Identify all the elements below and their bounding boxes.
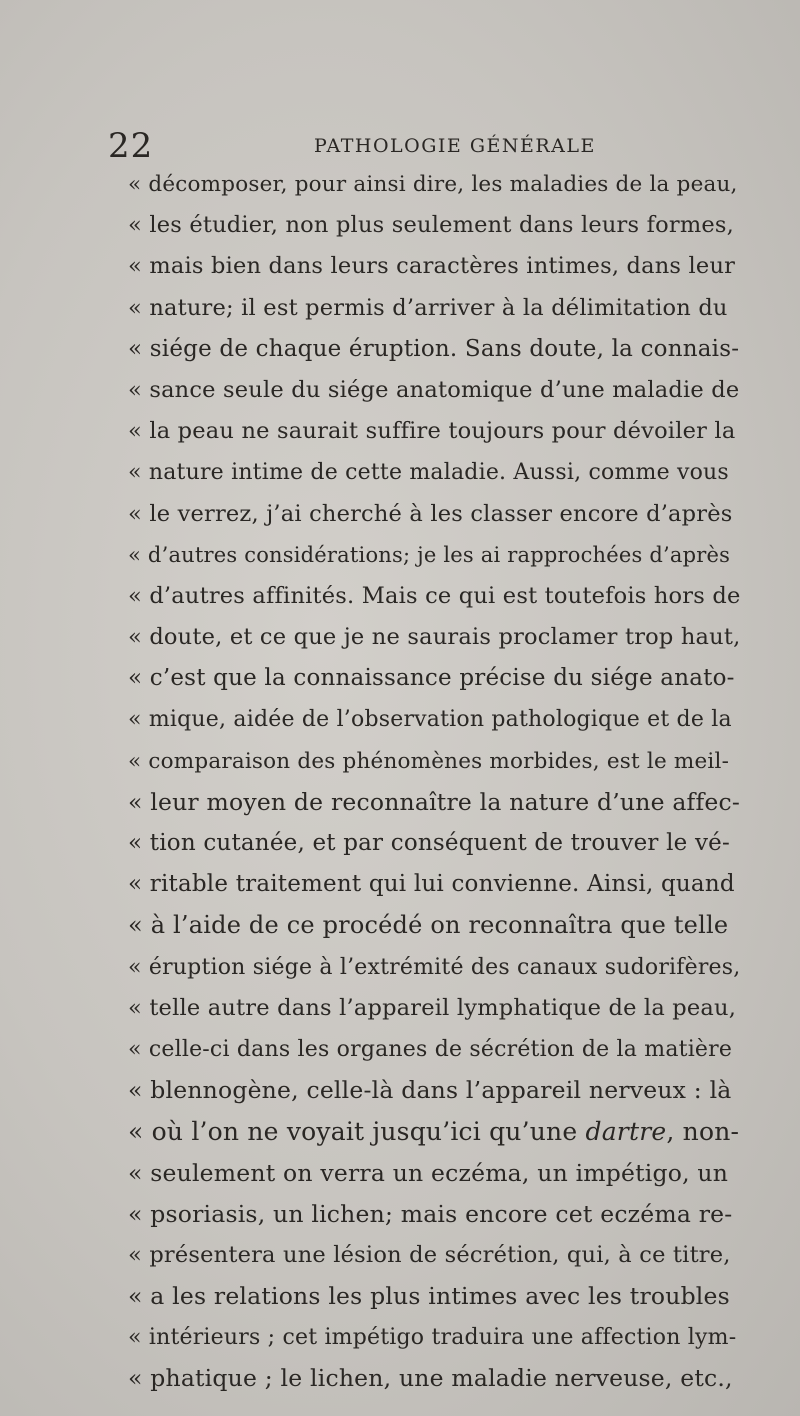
text-line: « décomposer, pour ainsi dire, les maladies de la peau,	[128, 172, 738, 197]
text-line: « mique, aidée de l’observation pathologique et de la	[128, 707, 732, 733]
text-line: « leur moyen de reconnaître la nature d’une affec-	[128, 787, 740, 816]
text-line: « telle autre dans l’appareil lymphatique de la peau,	[128, 994, 737, 1021]
text-line: « d’autres affinités. Mais ce qui est toutefois hors de	[128, 582, 741, 609]
text-line: « où l’on ne voyait jusqu’ici qu’une dartre, non-	[128, 1117, 740, 1147]
text-line: « mais bien dans leurs caractères intimes, dans leur	[128, 253, 736, 280]
text-line: « présentera une lésion de sécrétion, qui, à ce titre,	[128, 1241, 731, 1268]
text-line: « d’autres considérations; je les ai rapprochées d’après	[128, 542, 731, 567]
text-line: « à l’aide de ce procédé on reconnaîtra que telle	[128, 911, 729, 940]
text-line: « siége de chaque éruption. Sans doute, la connais-	[128, 335, 740, 362]
text-line: « le verrez, j’ai cherché à les classer encore d’après	[128, 500, 733, 527]
text-line: « comparaison des phénomènes morbides, est le meil-	[128, 748, 730, 774]
text-line: « la peau ne saurait suffire toujours pour dévoiler la	[128, 418, 736, 445]
text-line: « nature intime de cette maladie. Aussi, comme vous	[128, 460, 729, 486]
text-line: « c’est que la connaissance précise du siége anato-	[128, 665, 735, 692]
text-line: « doute, et ce que je ne saurais proclamer trop haut,	[128, 624, 741, 651]
text-line: « nature; il est permis d’arriver à la délimitation du	[128, 294, 728, 321]
text-line: « éruption siége à l’extrémité des canaux sudorifères,	[128, 954, 741, 980]
text-line: « ritable traitement qui lui convienne. Ainsi, quand	[128, 871, 735, 898]
text-line: « celle-ci dans les organes de sécrétion de la matière	[128, 1036, 733, 1062]
page-header	[108, 126, 708, 166]
text-line: « intérieurs ; cet impétigo traduira une affection lym-	[128, 1325, 737, 1351]
text-line: « seulement on verra un eczéma, un impétigo, un	[128, 1158, 729, 1187]
text-line: « les étudier, non plus seulement dans leurs formes,	[128, 212, 734, 239]
text-line: « psoriasis, un lichen; mais encore cet eczéma re-	[128, 1199, 733, 1228]
text-line: « phatique ; le lichen, une maladie nerveuse, etc.,	[128, 1364, 733, 1393]
text-line: « sance seule du siége anatomique d’une maladie de	[128, 376, 740, 403]
page-number: 22	[108, 126, 154, 166]
running-title: PATHOLOGIE GÉNÉRALE	[314, 135, 596, 157]
text-line: « blennogène, celle-là dans l’appareil nerveux : là	[128, 1076, 732, 1105]
text-line: « a les relations les plus intimes avec les troubles	[128, 1282, 730, 1311]
body-text	[128, 164, 740, 1400]
text-line: « tion cutanée, et par conséquent de trouver le vé-	[128, 830, 730, 856]
